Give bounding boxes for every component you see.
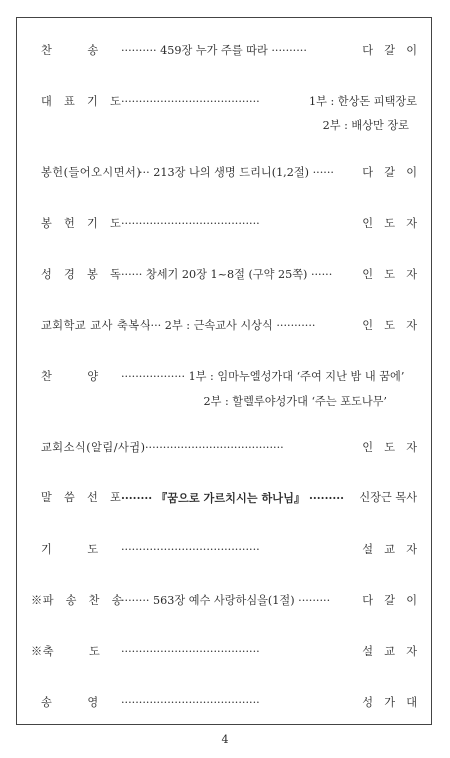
row-content: ········ 563장 예수 사랑하심을(1절) ········· [121,594,331,607]
row-content: ·········· 459장 누가 주를 따라 ·········· [121,44,307,57]
row-content: ······································· [121,217,260,230]
row-leader: 성 가 대 [362,696,417,709]
row-label: 대 표 기 도 [41,95,122,108]
row-label: 기 도 [41,543,99,556]
row-label: ※파 송 찬 송 [31,594,123,607]
row-content: ······ 창세기 20장 1~8절 (구약 25쪽) ······ [121,268,333,281]
row-content: ······································· [121,95,260,108]
row-leader: 설 교 자 [362,645,417,658]
row-content: ······································· [145,441,284,454]
row-leader: 설 교 자 [362,543,417,556]
row-sermon-title: ········ 『꿈으로 가르치시는 하나님』 ········· [121,491,345,505]
row-leader: 인 도 자 [362,441,417,454]
row-label: ※축 도 [31,645,101,658]
row-content: ···· 2부 : 근속교사 시상식 ··········· [147,319,316,332]
row-leader: 인 도 자 [362,268,417,281]
row-leader: 인 도 자 [362,319,417,332]
row-content: ······································· [121,645,260,658]
row-content: ··· 213장 나의 생명 드리니(1,2절) ······ [139,166,334,179]
row-label: 봉 헌 기 도 [41,217,122,230]
row-label: 교회학교 교사 축복식 [41,319,151,332]
row-leader: 다 갈 이 [362,44,417,57]
row-leader: 신장근 목사 [359,491,417,504]
row-content: ······································· [121,696,260,709]
row-label: 성 경 봉 독 [41,268,122,281]
row-label: 교회소식(알림/사귐) [41,441,146,454]
order-of-worship-frame [16,17,432,725]
row-leader: 다 갈 이 [362,594,417,607]
row-choir-part2: 2부 : 할렐루야성가대 ‘주는 포도나무’ [203,395,387,408]
row-leader: 인 도 자 [362,217,417,230]
row-leader: 1부 : 한상돈 피택장로 [308,95,417,108]
page-number: 4 [221,733,229,746]
row-content: ·················· 1부 : 임마누엘성가대 ‘주여 지난 밤 내 꿈에’ [121,370,405,383]
row-label: 봉헌(들어오시면서) [41,166,142,179]
row-label: 송 영 [41,696,99,709]
row-label: 찬 송 [41,44,99,57]
row-label: 말 씀 선 포 [41,491,122,504]
row-label: 찬 양 [41,370,99,383]
row-leader: 다 갈 이 [362,166,417,179]
row-leader-part2: 2부 : 배상만 장로 [322,119,409,132]
row-content: ······································· [121,543,260,556]
